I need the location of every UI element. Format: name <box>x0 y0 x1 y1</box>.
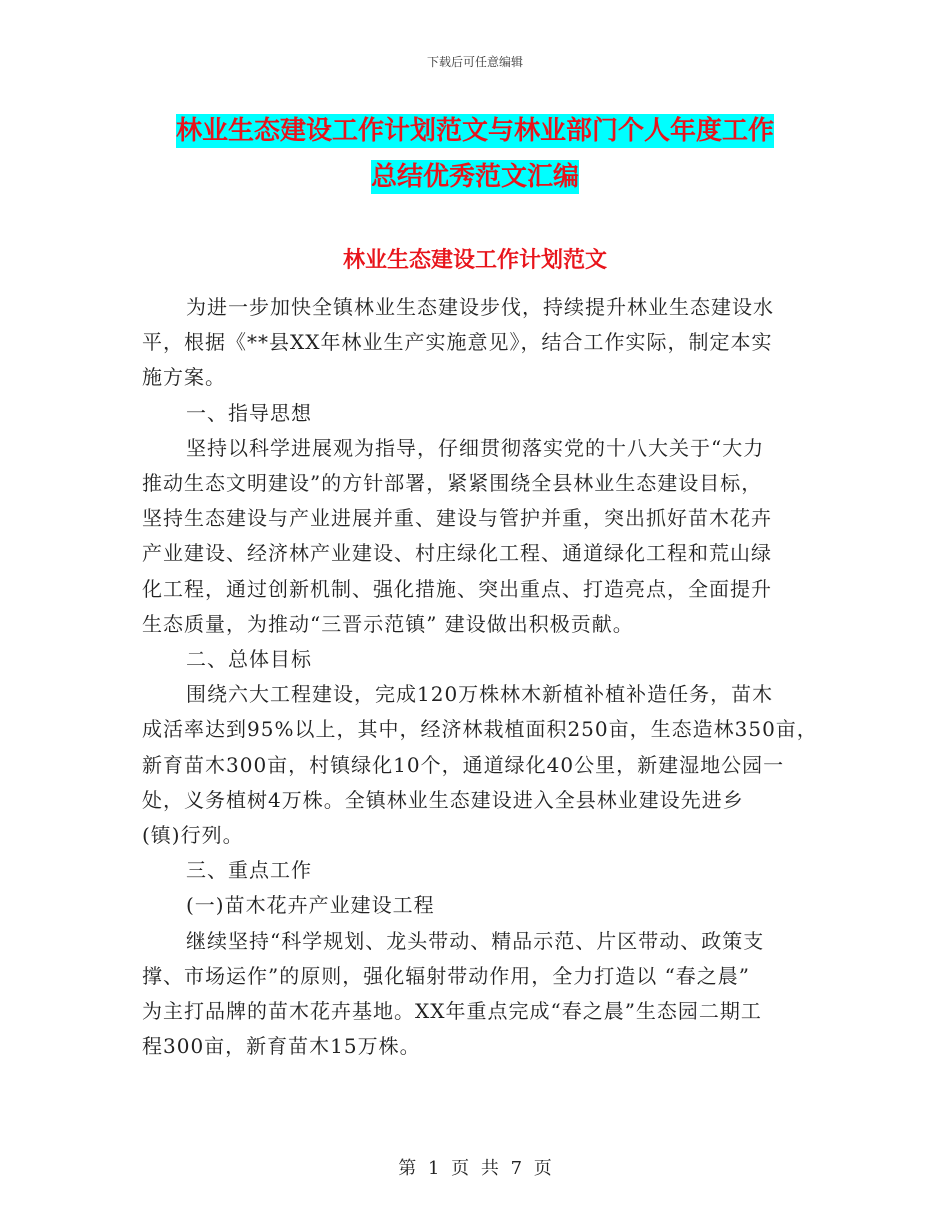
body-line: 坚持以科学进展观为指导，仔细贯彻落实党的十八大关于“大力 <box>186 435 765 460</box>
document-title-line-1: 林业生态建设工作计划范文与林业部门个人年度工作 <box>175 116 774 146</box>
body-line: 继续坚持“科学规划、龙头带动、精品示范、片区带动、政策支 <box>186 928 765 953</box>
body-line: 三、重点工作 <box>186 858 312 883</box>
body-line: 程300亩，新育苗木15万株。 <box>142 1034 421 1059</box>
document-title-line-2: 总结优秀范文汇编 <box>370 162 579 192</box>
body-line: 为主打品牌的苗木花卉基地。XX年重点完成“春之晨”生态园二期工 <box>142 999 762 1024</box>
body-line: 平，根据《**县XX年林业生产实施意见》，结合工作实际，制定本实 <box>142 330 773 355</box>
body-line: 施方案。 <box>142 365 226 390</box>
header-note: 下载后可任意编辑 <box>426 55 523 69</box>
body-line: 撑、市场运作”的原则，强化辐射带动作用，全力打造以 “春之晨” <box>142 963 751 988</box>
body-text <box>142 290 818 1064</box>
section-title: 林业生态建设工作计划范文 <box>342 248 607 273</box>
body-line: (一)苗木花卉产业建设工程 <box>186 893 435 918</box>
body-line: 处，义务植树4万株。全镇林业生态建设进入全县林业建设先进乡 <box>142 787 744 812</box>
body-line: 为进一步加快全镇林业生态建设步伐，持续提升林业生态建设水 <box>186 295 774 319</box>
body-line: 坚持生态建设与产业进展并重、建设与管护并重，突出抓好苗木花卉 <box>142 506 772 531</box>
document-title <box>0 108 950 200</box>
body-line: 一、指导思想 <box>186 400 312 425</box>
body-line: 生态质量，为推动“三晋示范镇” 建设做出积极贡献。 <box>142 611 634 636</box>
body-line: 化工程，通过创新机制、强化措施、突出重点、打造亮点，全面提升 <box>142 576 772 601</box>
body-line: 产业建设、经济林产业建设、村庄绿化工程、通道绿化工程和荒山绿 <box>142 541 772 566</box>
body-line: 推动生态文明建设”的方针部署，紧紧围绕全县林业生态建设目标， <box>142 471 763 496</box>
body-line: (镇)行列。 <box>142 823 244 848</box>
body-line: 成活率达到95%以上，其中，经济林栽植面积250亩，生态造林350亩， <box>142 717 818 742</box>
body-line: 围绕六大工程建设，完成120万株林木新植补植补造任务，苗木 <box>186 682 774 707</box>
body-line: 二、总体目标 <box>186 647 312 672</box>
body-line: 新育苗木300亩，村镇绿化10个，通道绿化40公里，新建湿地公园一 <box>142 752 785 777</box>
page-footer: 第 1 页 共 7 页 <box>398 1158 552 1179</box>
